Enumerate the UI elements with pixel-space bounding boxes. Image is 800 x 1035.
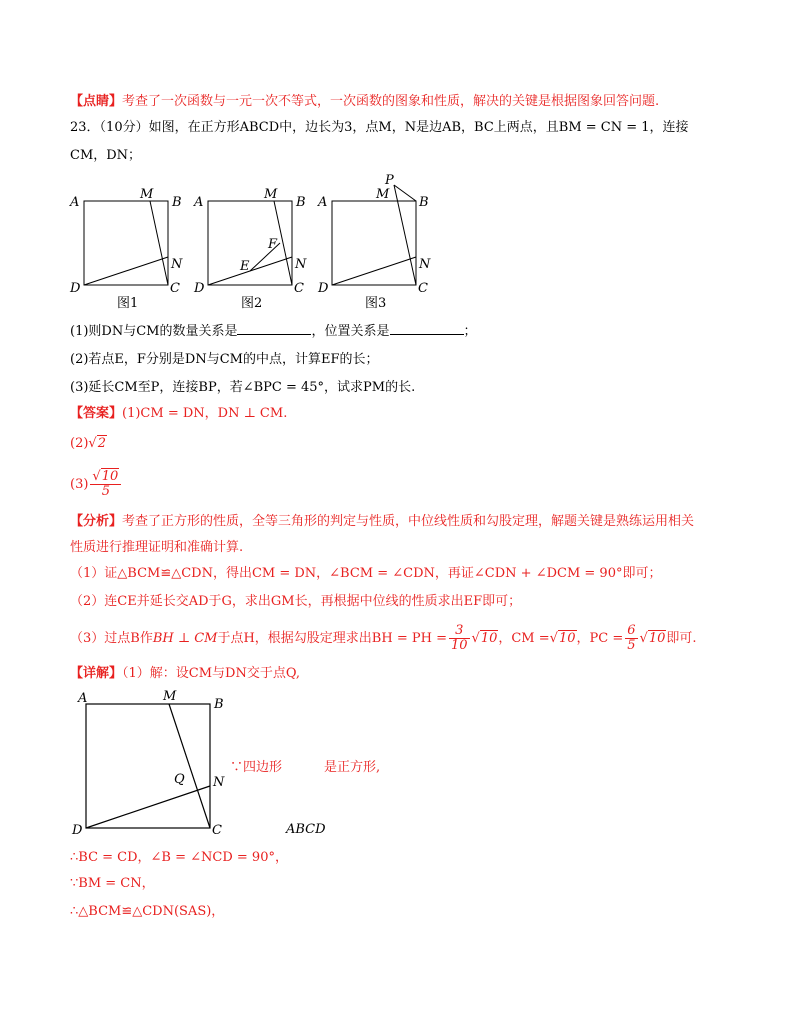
label-D: D [70, 281, 81, 296]
q1-blank-quantity[interactable] [237, 322, 311, 335]
q1-mid: ，位置关系是 [311, 324, 390, 339]
analysis-tag: 【分析】 [70, 514, 123, 529]
label-D: D [318, 281, 329, 296]
s3-frac-num: 3 [449, 624, 470, 639]
label-B: B [172, 195, 182, 210]
detail-intro [70, 664, 730, 684]
problem-line-2: CM，DN； [70, 148, 142, 163]
label-M: M [140, 187, 154, 202]
caption-fig1: 图1 [117, 296, 139, 311]
answer-1-text: (1)CM = DN，DN ⊥ CM. [122, 406, 288, 421]
dianjing-tag: 【点睛】 [70, 94, 123, 109]
sqrt-icon: √10 [92, 469, 119, 484]
detail-line-1: ∴BC = CD，∠B = ∠NCD = 90°， [70, 850, 288, 865]
s3-frac2-den: 5 [627, 638, 636, 653]
caption-fig2: 图2 [241, 296, 263, 311]
caption-fig3: 图3 [365, 296, 387, 311]
answer-1 [70, 404, 730, 424]
analysis-step-3 [70, 624, 730, 654]
s3-rad-3: 10 [648, 631, 666, 646]
label-M: M [163, 689, 177, 704]
label-N: N [295, 257, 307, 272]
s3-rad-2: 10 [558, 631, 576, 646]
detail-tag: 【详解】 [70, 666, 123, 681]
answer-tag: 【答案】 [70, 406, 123, 421]
detail-abcd: ABCD [286, 822, 326, 837]
label-E: E [240, 259, 250, 274]
question-2: (2)若点E，F分别是DN与CM的中点，计算EF的长； [70, 352, 379, 367]
sqrt-icon: √10 [471, 631, 498, 646]
q1-end: ； [463, 324, 477, 339]
since-1b: 是正方形, [324, 760, 381, 775]
answer-2-prefix: (2) [70, 436, 89, 451]
answer-3-radicand: 10 [101, 469, 119, 484]
label-N: N [419, 257, 431, 272]
sqrt-icon: √10 [639, 631, 666, 646]
answer-2 [70, 434, 730, 454]
s3-frac-den: 10 [450, 638, 468, 653]
detail-intro-text: （1）解：设CM与DN交于点Q, [122, 666, 300, 681]
detail-line-3: ∴△BCM≌△CDN(SAS)， [70, 904, 225, 919]
detail-line-2: ∵BM = CN， [70, 876, 155, 891]
s3-b: BH ⊥ CM [152, 631, 218, 646]
label-N: N [171, 257, 183, 272]
label-D: D [194, 281, 205, 296]
label-F: F [268, 237, 278, 252]
s3-frac2-num: 6 [627, 623, 636, 638]
label-M: M [264, 187, 278, 202]
problem-figures [0, 172, 800, 322]
s3-a: （3）过点B作 [70, 631, 153, 646]
s3-fraction-2 [625, 624, 637, 653]
answer-3-fraction [90, 470, 121, 499]
label-C: C [170, 281, 180, 296]
label-P: P [385, 173, 394, 188]
s3-d: ，CM = [498, 631, 550, 646]
label-C: C [212, 823, 222, 838]
label-B: B [296, 195, 306, 210]
s3-rad-1: 10 [480, 631, 498, 646]
label-D: D [72, 823, 83, 838]
detail-since-square [230, 758, 730, 778]
label-A: A [78, 691, 88, 706]
analysis-step-2: （2）连CE并延长交AD于G，求出GM长，再根据中位线的性质求出EF即可； [70, 594, 522, 609]
analysis-line-1 [70, 512, 730, 532]
answer-3-prefix: (3) [70, 477, 89, 492]
s3-c: 于点H，根据勾股定理求出BH = PH = [217, 631, 447, 646]
label-B: B [419, 195, 429, 210]
analysis-text-1: 考查了正方形的性质，全等三角形的判定与性质，中位线性质和勾股定理，解题关键是熟练运用相关 [122, 514, 695, 529]
label-Q: Q [174, 772, 185, 787]
q1-blank-position[interactable] [390, 322, 464, 335]
label-N: N [213, 775, 225, 790]
figure-2 [193, 187, 307, 311]
label-A: A [194, 195, 204, 210]
since-1: ∵四边形 [230, 760, 283, 775]
dianjing-line [70, 92, 730, 112]
label-C: C [294, 281, 304, 296]
dianjing-text: 考查了一次函数与一元一次不等式，一次函数的图象和性质，解决的关键是根据图象回答问题. [122, 94, 660, 109]
answer-2-radicand: 2 [97, 436, 106, 451]
label-A: A [70, 195, 80, 210]
sqrt-icon: √10 [549, 631, 576, 646]
s3-f: 即可. [666, 631, 697, 646]
s3-e: ，PC = [576, 631, 624, 646]
label-A: A [318, 195, 328, 210]
question-1 [70, 322, 730, 342]
label-C: C [418, 281, 428, 296]
answer-3 [70, 470, 730, 499]
analysis-step-1: （1）证△BCM≌△CDN，得出CM = DN，∠BCM = ∠CDN，再证∠CDN + ∠DCM = 90°即可； [70, 566, 662, 581]
label-M: M [376, 187, 390, 202]
question-3: (3)延长CM至P，连接BP，若∠BPC = 45°，试求PM的长. [70, 380, 416, 395]
q1-text: (1)则DN与CM的数量关系是 [70, 324, 238, 339]
analysis-line-2: 性质进行推理证明和准确计算. [70, 540, 244, 555]
figure-3 [317, 173, 431, 311]
figure-1 [69, 187, 183, 311]
label-B: B [214, 697, 224, 712]
sqrt-icon: √2 [88, 436, 106, 451]
problem-line-1: 23．（10分）如图，在正方形ABCD中，边长为3，点M，N是边AB，BC上两点，且BM = CN = 1，连接 [70, 120, 689, 135]
answer-3-denominator: 5 [101, 484, 110, 499]
s3-fraction-1 [449, 624, 470, 653]
